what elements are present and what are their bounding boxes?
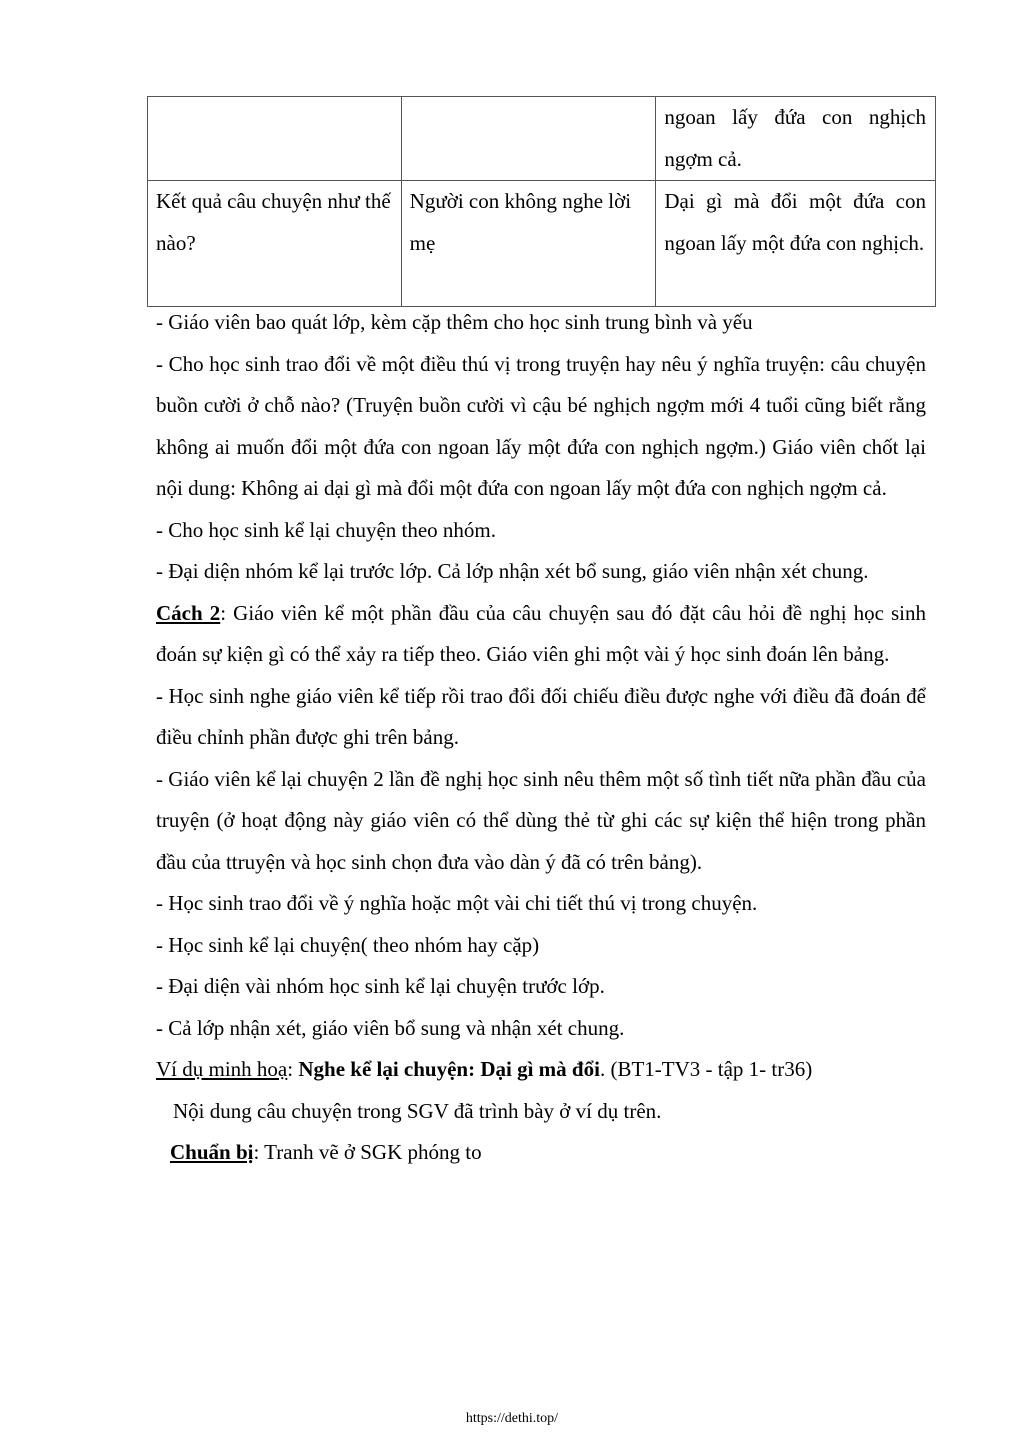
story-title: Nghe kể lại chuyện: Dại gì mà đổi (298, 1057, 600, 1081)
paragraph-text: : Giáo viên kể một phần đầu của câu chuyện sau đó đặt câu hỏi đề nghị học sinh đoán sự kiện gì có thể xảy ra tiếp theo. Giáo viên ghi một vài ý học sinh đoán lên bảng. (156, 600, 926, 666)
paragraph-text: . (BT1-TV3 - tập 1- tr36) (599, 1057, 813, 1081)
paragraph: Nội dung câu chuyện trong SGV đã trình bày ở ví dụ trên. (173, 1098, 662, 1123)
paragraph: - Giáo viên bao quát lớp, kèm cặp thêm cho học sinh trung bình và yếu (156, 310, 753, 334)
paragraph: - Học sinh kể lại chuyện( theo nhóm hay cặp) (156, 932, 540, 957)
table-cell: ngoan lấy đứa con nghịch ngợm cả. (656, 97, 936, 181)
table-cell (401, 97, 656, 181)
table-cell (148, 97, 402, 181)
paragraph: - Cho học sinh trao đổi về một điều thú vị trong truyện hay nêu ý nghĩa truyện: câu chuyện buồn cười ở chỗ nào? (Truyện buồn cười vì cậu bé nghịch ngợm mới 4 tuổi cũng biết rằng không ai muốn đổi một đứa con ngoan lấy một đứa con nghịch ngợm.) Giáo viên chốt lại nội dung: Không ai dại gì mà đổi một đứa con ngoan lấy một đứa con nghịch ngợm cả. (156, 351, 926, 500)
paragraph (156, 1049, 926, 1091)
paragraph-text: : Tranh vẽ ở SGK phóng to (253, 1140, 482, 1164)
content-table (147, 96, 936, 307)
prepare-label: Chuẩn bị (170, 1140, 254, 1164)
example-label: Ví dụ minh hoạ (156, 1057, 288, 1081)
paragraph: - Đại diện vài nhóm học sinh kể lại chuyện trước lớp. (156, 974, 605, 998)
table-row (148, 181, 936, 307)
table-cell: Dại gì mà đổi một đứa con ngoan lấy một đứa con nghịch. (656, 181, 936, 307)
paragraph: - Giáo viên kể lại chuyện 2 lần đề nghị học sinh nêu thêm một số tình tiết nữa phần đầu của truyện (ở hoạt động này giáo viên có thể dùng thẻ từ ghi các sự kiện thể hiện trong phần đầu của ttruyện và học sinh chọn đưa vào dàn ý đã có trên bảng). (156, 766, 926, 874)
paragraph: - Đại diện nhóm kể lại trước lớp. Cả lớp nhận xét bổ sung, giáo viên nhận xét chung. (156, 559, 869, 583)
paragraph (156, 593, 926, 676)
paragraph: - Học sinh trao đổi về ý nghĩa hoặc một vài chi tiết thú vị trong chuyện. (156, 891, 758, 915)
document-body (156, 302, 926, 1174)
paragraph (156, 1132, 926, 1174)
table-cell: Người con không nghe lời mẹ (401, 181, 656, 307)
method-label: Cách 2 (156, 600, 221, 625)
footer-url: https://dethi.top/ (465, 1411, 559, 1426)
paragraph: - Học sinh nghe giáo viên kể tiếp rồi trao đổi đối chiếu điều được nghe với điều đã đoán để điều chỉnh phần được ghi trên bảng. (156, 683, 926, 749)
table-row (148, 97, 936, 181)
table-cell: Kết quả câu chuyện như thế nào? (148, 181, 402, 307)
paragraph: - Cho học sinh kể lại chuyện theo nhóm. (156, 517, 497, 542)
separator: : (287, 1057, 299, 1081)
paragraph: - Cả lớp nhận xét, giáo viên bổ sung và nhận xét chung. (156, 1015, 625, 1040)
